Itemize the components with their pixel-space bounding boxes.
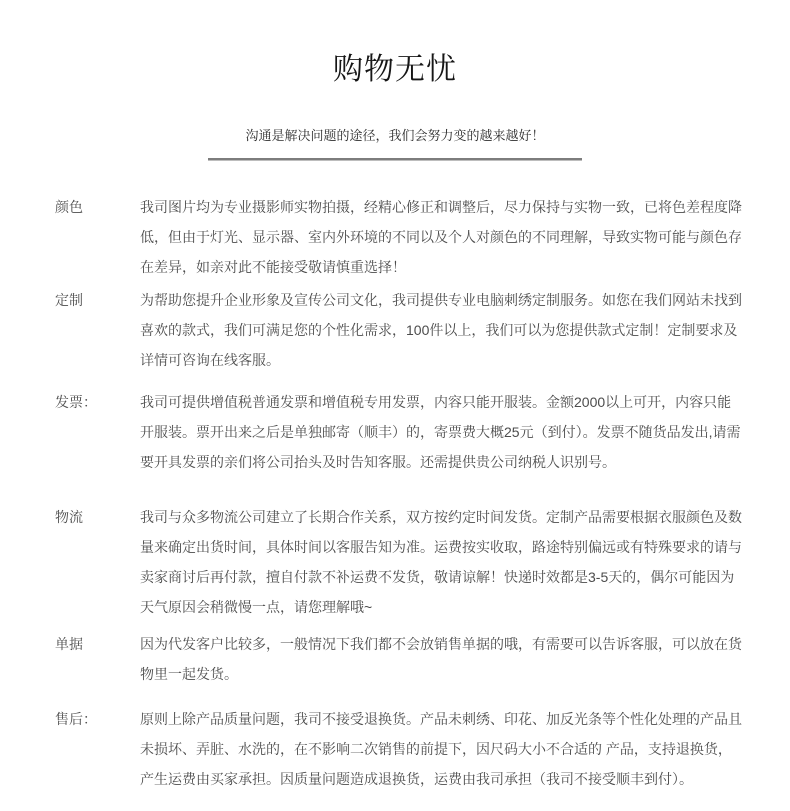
- section-text: 我司可提供增值税普通发票和增值税专用发票，内容只能开服装。金额2000以上可开，内容只能开服装。票开出来之后是单独邮寄（顺丰）的，寄票费大概25元（到付）。发票不随货品发出,请需要开具发票的亲们将公司抬头及时告知客服。还需提供贵公司纳税人识别号。: [140, 394, 741, 470]
- section-text: 我司与众多物流公司建立了长期合作关系，双方按约定时间发货。定制产品需要根据衣服颜色及数量来确定出货时间，具体时间以客服告知为准。运费按实收取，路途特别偏远或有特殊要求的请与卖家商讨后再付款，擅自付款不补运费不发货，敬请谅解！快递时效都是3-5天的，偶尔可能因为天气原因会稍微慢一点，请您理解哦~: [140, 509, 742, 615]
- section-text: 原则上除产品质量问题，我司不接受退换货。产品未刺绣、印花、加反光条等个性化处理的产品且未损坏、弄脏、水洗的，在不影响二次销售的前提下，因尺码大小不合适的 产品，支持退换货，产生运费由买家承担。因质量问题造成退换货，运费由我司承担（我司不接受顺丰到付）。: [140, 711, 742, 787]
- section-label: 定制: [55, 292, 83, 308]
- section-label: 售后：: [55, 711, 97, 727]
- section-label: 单据: [55, 636, 83, 652]
- info-section: [55, 502, 790, 622]
- section-label: 颜色: [55, 199, 83, 215]
- page-title: 购物无忧: [333, 53, 457, 86]
- info-section: [55, 387, 790, 477]
- section-label: 发票：: [55, 394, 97, 410]
- section-text: 我司图片均为专业摄影师实物拍摄，经精心修正和调整后，尽力保持与实物一致，已将色差程度降低，但由于灯光、显示器、室内外环境的不同以及个人对颜色的不同理解，导致实物可能与颜色存在差异，如亲对此不能接受敬请慎重选择！: [140, 199, 742, 275]
- page-header: [0, 0, 790, 161]
- info-section: [55, 629, 790, 689]
- info-section: [55, 285, 790, 375]
- info-section: [55, 704, 790, 794]
- info-sections: [0, 161, 790, 794]
- section-text: 因为代发客户比较多，一般情况下我们都不会放销售单据的哦，有需要可以告诉客服，可以放在货物里一起发货。: [140, 636, 742, 682]
- section-text: 为帮助您提升企业形象及宣传公司文化，我司提供专业电脑刺绣定制服务。如您在我们网站未找到喜欢的款式，我们可满足您的个性化需求，100件以上，我们可以为您提供款式定制！定制要求及详情可咨询在线客服。: [140, 292, 742, 368]
- page-subtitle: 沟通是解决问题的途径，我们会努力变的越来越好！: [245, 128, 545, 143]
- info-section: [55, 192, 790, 282]
- section-label: 物流: [55, 509, 83, 525]
